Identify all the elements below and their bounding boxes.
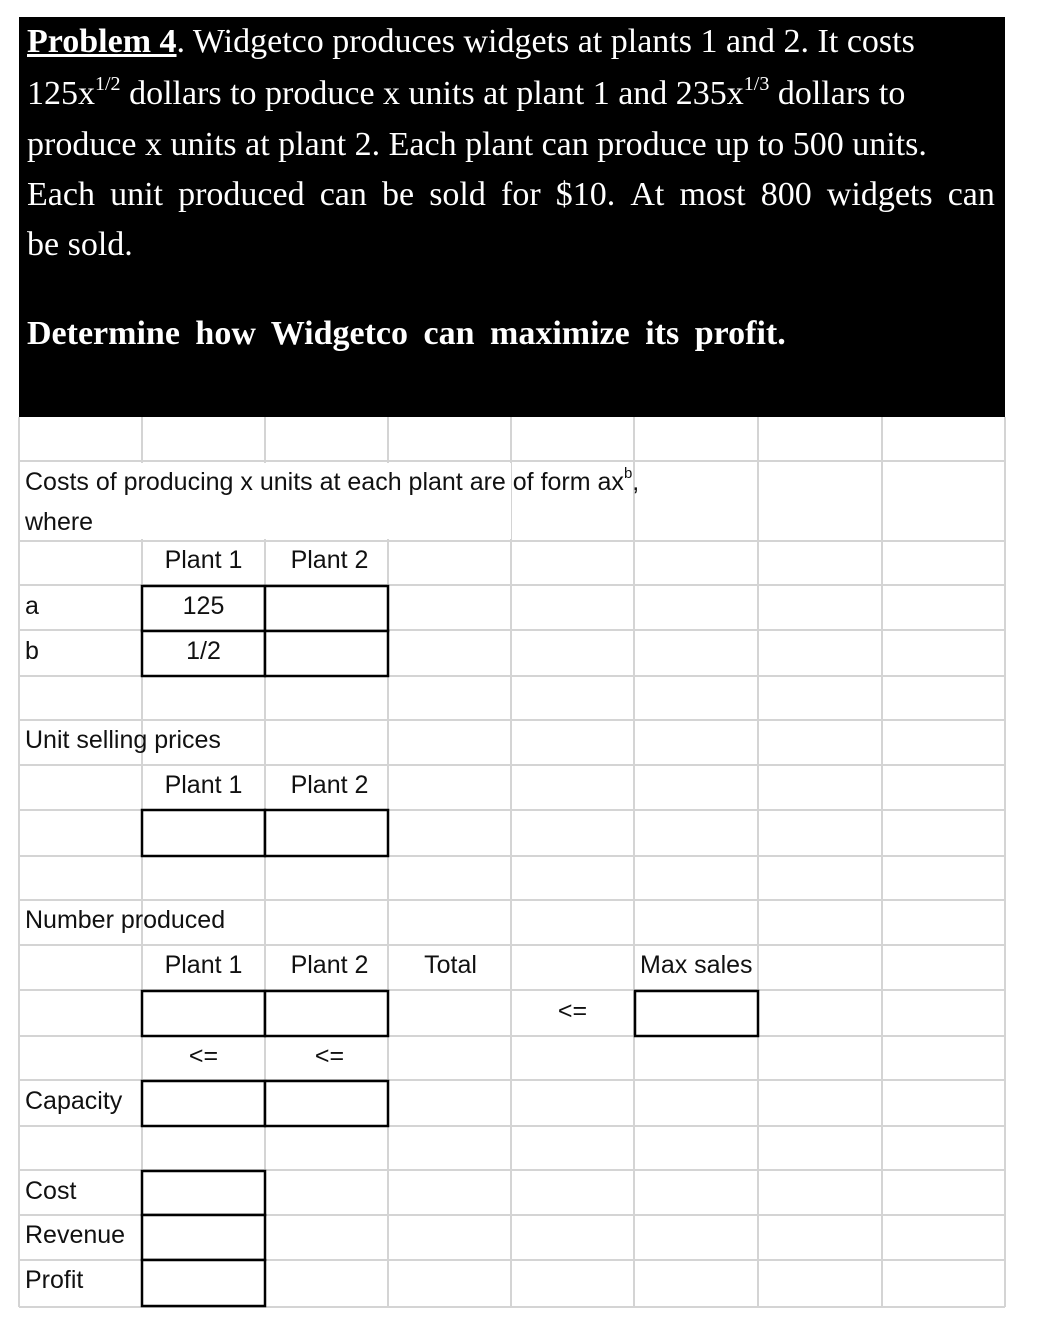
revenue-box[interactable]: [142, 1215, 265, 1260]
problem-line-5: be sold.: [27, 226, 133, 263]
problem-title: Problem 4: [27, 23, 177, 60]
param-header-plant2: Plant 2: [290, 546, 369, 574]
param-value-b-plant1[interactable]: 1/2: [186, 637, 221, 665]
capacity-box-plant1[interactable]: [142, 1081, 265, 1126]
produced-box-plant1[interactable]: [142, 991, 265, 1036]
problem-question: Determine how Widgetco can maximize its profit.: [27, 315, 786, 352]
cost-label: Cost: [25, 1177, 77, 1205]
produced-header-plant1: Plant 1: [164, 951, 243, 979]
profit-box[interactable]: [142, 1260, 265, 1306]
capacity-box-plant2[interactable]: [265, 1081, 388, 1126]
problem-line-2: $125x^{1/2}$ dollars to produce x units at plant 1 and $235x^{1/3}$ dollars to: [27, 72, 906, 112]
total-le-max-sales: <=: [557, 997, 588, 1025]
selling-price-box-plant1[interactable]: [142, 810, 265, 856]
cost-form-where: where: [25, 508, 94, 536]
selling-prices-label: Unit selling prices: [25, 726, 221, 754]
max-sales-box[interactable]: [635, 991, 758, 1036]
param-header-plant1: Plant 1: [164, 546, 243, 574]
prices-header-plant2: Plant 2: [290, 771, 369, 799]
capacity-label: Capacity: [25, 1087, 123, 1115]
revenue-label: Revenue: [25, 1221, 126, 1249]
plant2-le-capacity: <=: [314, 1042, 345, 1070]
problem-banner: [19, 17, 1005, 417]
param-box-a-plant2[interactable]: [265, 586, 388, 631]
prices-header-plant1: Plant 1: [164, 771, 243, 799]
param-label-b: b: [25, 637, 39, 665]
max-sales-header: Max sales: [640, 951, 753, 979]
selling-price-box-plant2[interactable]: [265, 810, 388, 856]
profit-label: Profit: [25, 1266, 84, 1294]
problem-line-1: Problem 4. Widgetco produces widgets at plants 1 and 2. It costs: [27, 23, 915, 60]
number-produced-label: Number produced: [25, 906, 226, 934]
problem-line-4: Each unit produced can be sold for $10. At most 800 widgets can: [27, 176, 995, 213]
produced-box-plant2[interactable]: [265, 991, 388, 1036]
problem-line-3: produce x units at plant 2. Each plant can produce up to 500 units.: [27, 126, 927, 163]
plant1-le-capacity: <=: [188, 1042, 219, 1070]
cost-form-label: Costs of producing x units at each plant are of form $ax^b$,: [25, 464, 640, 496]
param-value-a-plant1[interactable]: 125: [182, 592, 225, 620]
total-header: Total: [424, 951, 477, 979]
param-box-b-plant2[interactable]: [265, 631, 388, 676]
cost-box[interactable]: [142, 1171, 265, 1215]
param-label-a: a: [25, 592, 39, 620]
produced-header-plant2: Plant 2: [290, 951, 369, 979]
